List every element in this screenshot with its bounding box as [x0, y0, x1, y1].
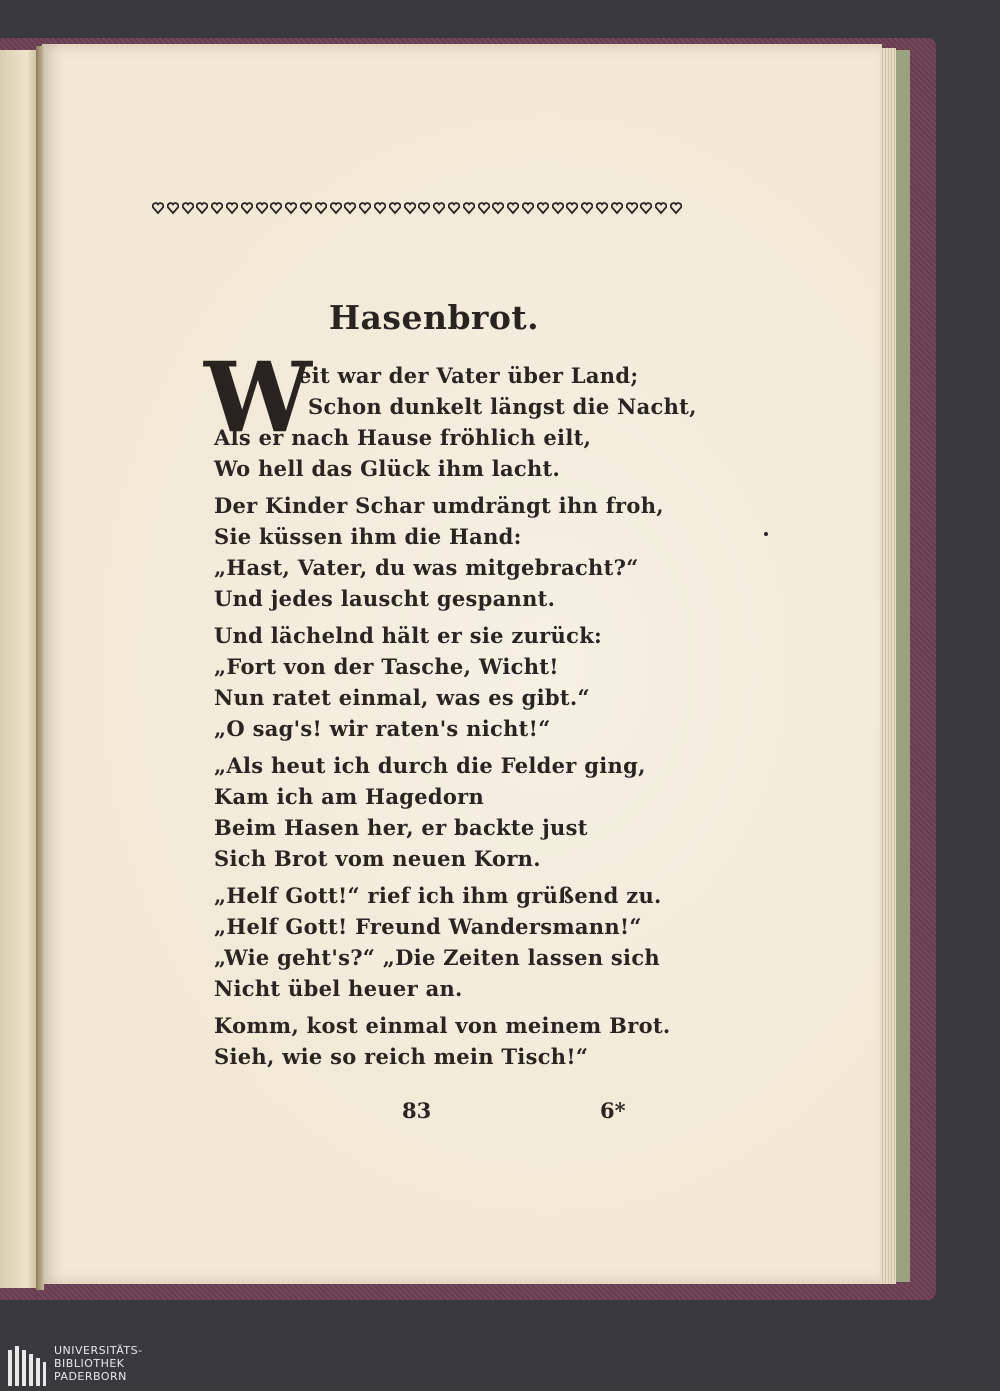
heart-icon [448, 201, 460, 215]
heart-icon [344, 201, 356, 215]
heart-icon [152, 201, 164, 215]
poem-line: Sieh, wie so reich mein Tisch!“ [214, 1044, 589, 1069]
heart-icon [330, 201, 342, 215]
poem-line: Nun ratet einmal, was es gibt.“ [214, 685, 590, 710]
heart-icon [196, 201, 208, 215]
heart-icon [300, 201, 312, 215]
book-gutter [36, 46, 44, 1290]
heart-icon [566, 201, 578, 215]
library-logo-icon [8, 1346, 46, 1386]
drop-cap: W [204, 341, 312, 454]
heart-icon [256, 201, 268, 215]
poem-line: Sie küssen ihm die Hand: [214, 524, 522, 549]
heart-icon [389, 201, 401, 215]
page-number: 83 [402, 1098, 432, 1123]
poem-line: Nicht übel heuer an. [214, 976, 463, 1001]
poem-line: „Helf Gott!“ rief ich ihm grüßend zu. [214, 883, 662, 908]
logo-line: UNIVERSITÄTS- [54, 1344, 143, 1357]
heart-icon [226, 201, 238, 215]
heart-icon [374, 201, 386, 215]
heart-icon [670, 201, 682, 215]
poem-line: Der Kinder Schar umdrängt ihn froh, [214, 493, 664, 518]
heart-icon [359, 201, 371, 215]
heart-icon [270, 201, 282, 215]
heart-icon [478, 201, 490, 215]
logo-line: PADERBORN [54, 1370, 127, 1383]
poem-line: Sich Brot vom neuen Korn. [214, 846, 541, 871]
heart-icon [655, 201, 667, 215]
poem-line: „Wie geht's?“ „Die Zeiten lassen sich [214, 945, 660, 970]
heart-icon [167, 201, 179, 215]
heart-icon [596, 201, 608, 215]
heart-icon [492, 201, 504, 215]
heart-icon [404, 201, 416, 215]
left-page-edge [0, 50, 38, 1288]
heart-icon [241, 201, 253, 215]
poem-line: „Helf Gott! Freund Wandersmann!“ [214, 914, 642, 939]
poem-line: Komm, kost einmal von meinem Brot. [214, 1013, 671, 1038]
heart-icon [626, 201, 638, 215]
page-speck [764, 532, 768, 536]
poem-title: Hasenbrot. [328, 298, 540, 337]
heart-ornament-border [152, 194, 682, 222]
poem-line: Als er nach Hause fröhlich eilt, [214, 425, 592, 450]
library-logo-text [54, 1344, 143, 1383]
heart-icon [640, 201, 652, 215]
library-footer [0, 1340, 1000, 1391]
poem-line: Kam ich am Hagedorn [214, 784, 485, 809]
heart-icon [182, 201, 194, 215]
heart-icon [211, 201, 223, 215]
heart-icon [552, 201, 564, 215]
poem-line: Beim Hasen her, er backte just [214, 815, 588, 840]
poem-line: „O sag's! wir raten's nicht!“ [214, 716, 551, 741]
logo-line: BIBLIOTHEK [54, 1357, 125, 1370]
poem-line: eit war der Vater über Land; [298, 363, 639, 388]
signature-mark: 6* [600, 1098, 626, 1123]
poem-line: „Als heut ich durch die Felder ging, [214, 753, 646, 778]
poem-line: Und lächelnd hält er sie zurück: [214, 623, 603, 648]
heart-icon [315, 201, 327, 215]
heart-icon [611, 201, 623, 215]
heart-icon [537, 201, 549, 215]
heart-icon [463, 201, 475, 215]
page-edges [880, 48, 896, 1284]
heart-icon [581, 201, 593, 215]
heart-icon [285, 201, 297, 215]
poem-line: „Hast, Vater, du was mitgebracht?“ [214, 555, 639, 580]
poem-line: Schon dunkelt längst die Nacht, [308, 394, 697, 419]
endpaper-edge [896, 50, 910, 1282]
heart-icon [418, 201, 430, 215]
heart-icon [507, 201, 519, 215]
poem-line: Und jedes lauscht gespannt. [214, 586, 556, 611]
heart-icon [433, 201, 445, 215]
poem-line: Wo hell das Glück ihm lacht. [214, 456, 561, 481]
heart-icon [522, 201, 534, 215]
poem-line: „Fort von der Tasche, Wicht! [214, 654, 559, 679]
